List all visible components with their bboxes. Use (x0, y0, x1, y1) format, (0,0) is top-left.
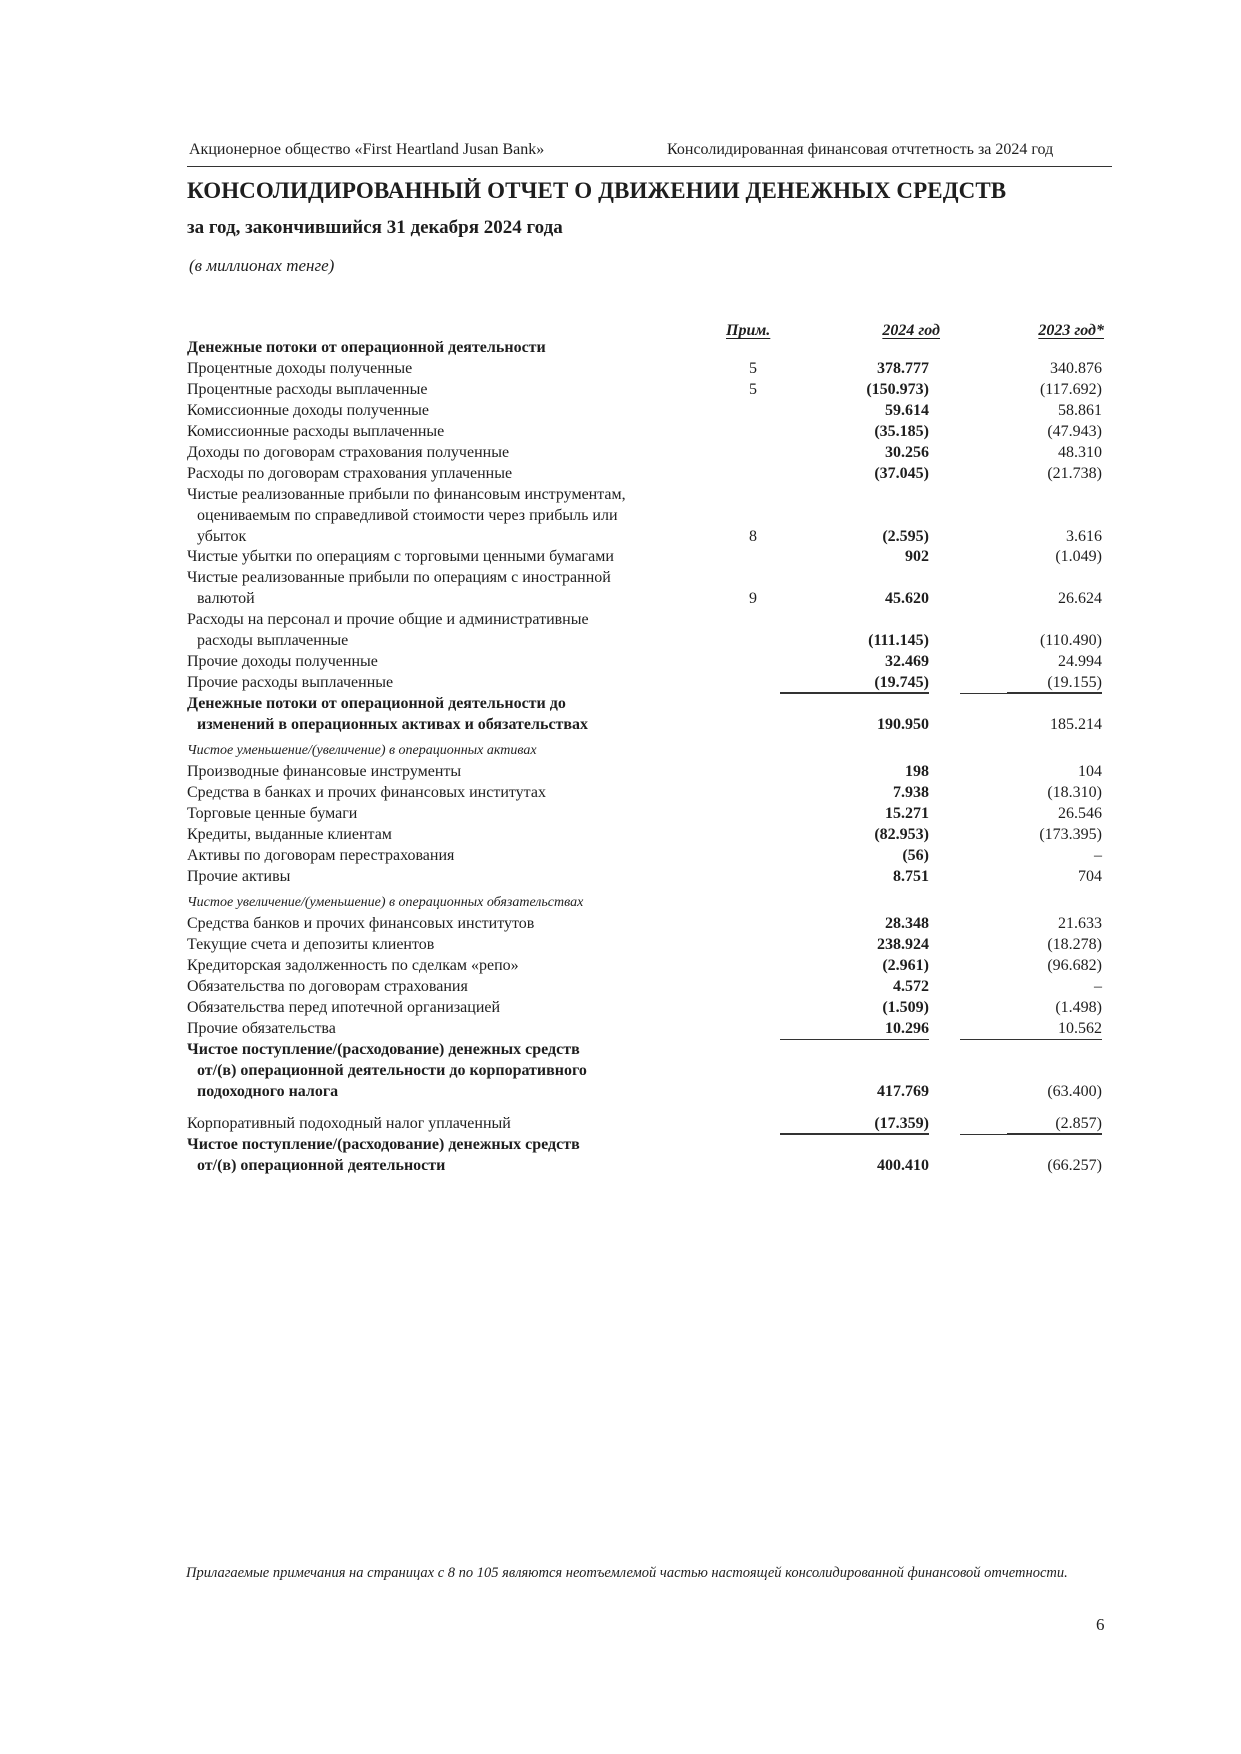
total-rule (1007, 1133, 1102, 1134)
value-2023: (18.278) (1047, 936, 1102, 953)
table-row (0, 761, 1241, 782)
row-label: Обязательства по договорам страхования (187, 978, 468, 995)
value-2023: (19.155) (960, 672, 1102, 694)
row-label: Обязательства перед ипотечной организацией (187, 999, 501, 1016)
value-2024: 400.410 (877, 1157, 929, 1174)
row-label: от/(в) операционной деятельности до корпоративного (197, 1062, 587, 1079)
table-row (0, 505, 1241, 526)
value-2023: (2.857) (960, 1113, 1102, 1135)
row-label: Прочие расходы выплаченные (187, 674, 394, 691)
table-row (0, 955, 1241, 976)
total-rule (780, 692, 929, 693)
value-2023: 26.624 (1058, 590, 1102, 607)
value-2024: 4.572 (893, 978, 929, 995)
table-row (0, 421, 1241, 442)
row-label: Чистые реализованные прибыли по операциям с иностранной (187, 569, 611, 586)
row-label: Доходы по договорам страхования полученные (187, 444, 510, 461)
value-2024: 198 (905, 763, 929, 780)
value-2024: (19.745) (780, 672, 929, 694)
value-2023: – (1094, 978, 1102, 995)
table-row (0, 913, 1241, 934)
row-label: Средства банков и прочих финансовых институтов (187, 915, 535, 932)
value-2023: 104 (1078, 763, 1102, 780)
value-2023: 340.876 (1050, 360, 1102, 377)
value-2023: (21.738) (1047, 465, 1102, 482)
value-2023: (96.682) (1047, 957, 1102, 974)
table-row (0, 845, 1241, 866)
row-label: Средства в банках и прочих финансовых институтах (187, 784, 546, 801)
row-note: 5 (749, 360, 757, 377)
table-row (0, 1155, 1241, 1176)
row-label: Расходы на персонал и прочие общие и административные (187, 611, 589, 628)
table-row (0, 782, 1241, 803)
table-row (0, 651, 1241, 672)
row-note: 9 (749, 590, 757, 607)
row-label: Комиссионные расходы выплаченные (187, 423, 445, 440)
row-label: Чистые убытки по операциям с торговыми ценными бумагами (187, 548, 614, 565)
report-name: Консолидированная финансовая отчтетность за 2024 год (667, 141, 1054, 158)
row-label: Текущие счета и депозиты клиентов (187, 936, 435, 953)
table-row (0, 934, 1241, 955)
column-header-2023: 2023 год* (1038, 322, 1104, 339)
table-row (0, 337, 1241, 358)
table-row (0, 1081, 1241, 1102)
value-2024: 417.769 (877, 1083, 929, 1100)
row-label: расходы выплаченные (197, 632, 349, 649)
value-2023: (47.943) (1047, 423, 1102, 440)
table-row (0, 526, 1241, 547)
table-row (0, 866, 1241, 887)
value-2023: 21.633 (1058, 915, 1102, 932)
table-row (0, 400, 1241, 421)
page-number: 6 (1096, 1615, 1105, 1634)
value-2023: (1.049) (1055, 548, 1102, 565)
row-label: изменений в операционных активах и обязательствах (197, 716, 589, 733)
value-2023: 3.616 (1066, 528, 1102, 545)
value-2024: (17.359) (780, 1113, 929, 1135)
table-row (0, 892, 1241, 913)
value-2024: (37.045) (874, 465, 929, 482)
value-2023: (18.310) (1047, 784, 1102, 801)
page-subtitle: за год, закончившийся 31 декабря 2024 года (187, 217, 563, 238)
row-note: 8 (749, 528, 757, 545)
row-label: Кредиторская задолженность по сделкам «репо» (187, 957, 519, 974)
value-2024: (82.953) (874, 826, 929, 843)
value-2023: (1.498) (1055, 999, 1102, 1016)
row-label: Чистое уменьшение/(увеличение) в операционных активах (187, 743, 537, 758)
value-2024: 238.924 (877, 936, 929, 953)
value-2024: 28.348 (885, 915, 929, 932)
value-2023: 48.310 (1058, 444, 1102, 461)
total-rule (1007, 692, 1102, 693)
value-2024: 190.950 (877, 716, 929, 733)
table-row (0, 824, 1241, 845)
row-label: Активы по договорам перестрахования (187, 847, 455, 864)
row-label: Процентные расходы выплаченные (187, 381, 428, 398)
value-2023: (110.490) (1039, 632, 1102, 649)
table-row (0, 484, 1241, 505)
table-row (0, 1018, 1241, 1039)
value-2024: 902 (905, 548, 929, 565)
table-row (0, 442, 1241, 463)
table-row (0, 379, 1241, 400)
table-row (0, 1039, 1241, 1060)
table-row (0, 630, 1241, 651)
column-header-note: Прим. (726, 322, 771, 339)
row-label: Денежные потоки от операционной деятельности (187, 339, 546, 356)
row-label: от/(в) операционной деятельности (197, 1157, 446, 1174)
table-row (0, 358, 1241, 379)
value-2024: 378.777 (877, 360, 929, 377)
row-label: подоходного налога (197, 1083, 339, 1100)
row-label: Процентные доходы полученные (187, 360, 413, 377)
company-name: Акционерное общество «First Heartland Jusan Bank» (189, 141, 545, 158)
row-label: Чистые реализованные прибыли по финансовым инструментам, (187, 486, 626, 503)
table-row (0, 693, 1241, 714)
row-label: Торговые ценные бумаги (187, 805, 358, 822)
units-label: (в миллионах тенге) (189, 256, 335, 275)
value-2023: 24.994 (1058, 653, 1102, 670)
table-row (0, 803, 1241, 824)
row-label: Комиссионные доходы полученные (187, 402, 430, 419)
table-row (0, 1060, 1241, 1081)
table-row (0, 567, 1241, 588)
table-row (0, 546, 1241, 567)
value-2023: (66.257) (1047, 1157, 1102, 1174)
value-2024: (150.973) (866, 381, 929, 398)
value-2024: 7.938 (893, 784, 929, 801)
row-label: Чистое увеличение/(уменьшение) в операционных обязательствах (187, 895, 584, 910)
row-label: Корпоративный подоходный налог уплаченный (187, 1115, 511, 1132)
table-row (0, 609, 1241, 630)
value-2023: – (1094, 847, 1102, 864)
row-label: валютой (197, 590, 255, 607)
value-2024: 45.620 (885, 590, 929, 607)
value-2024: 10.296 (780, 1018, 929, 1040)
footnote: Прилагаемые примечания на страницах с 8 по 105 являются неотъемлемой частью настоящей консолидированной финансовой отчетности. (186, 1565, 1068, 1581)
table-row (0, 997, 1241, 1018)
row-label: Денежные потоки от операционной деятельности до (187, 695, 566, 712)
value-2023: 704 (1078, 868, 1102, 885)
row-label: Чистое поступление/(расходование) денежных средств (187, 1136, 580, 1153)
value-2024: (2.595) (882, 528, 929, 545)
total-rule (780, 1133, 929, 1134)
value-2023: (173.395) (1039, 826, 1102, 843)
row-label: Расходы по договорам страхования уплаченные (187, 465, 513, 482)
row-label: Кредиты, выданные клиентам (187, 826, 392, 843)
header-divider (187, 166, 1112, 167)
value-2023: (63.400) (1047, 1083, 1102, 1100)
value-2023: 10.562 (960, 1018, 1102, 1040)
row-label: Прочие активы (187, 868, 291, 885)
value-2023: 58.861 (1058, 402, 1102, 419)
row-label: Прочие обязательства (187, 1020, 336, 1037)
table-row (0, 672, 1241, 693)
column-header-2024: 2024 год (882, 322, 940, 339)
table-row (0, 1134, 1241, 1155)
table-row (0, 740, 1241, 761)
row-label: оцениваемым по справедливой стоимости через прибыль или (197, 507, 618, 524)
table-row (0, 714, 1241, 735)
value-2024: (2.961) (882, 957, 929, 974)
value-2024: 30.256 (885, 444, 929, 461)
table-row (0, 588, 1241, 609)
value-2023: (117.692) (1039, 381, 1102, 398)
table-row (0, 463, 1241, 484)
value-2024: (1.509) (882, 999, 929, 1016)
row-label: убыток (197, 528, 247, 545)
value-2024: (111.145) (868, 632, 929, 649)
value-2024: 8.751 (893, 868, 929, 885)
value-2024: 59.614 (885, 402, 929, 419)
value-2024: 32.469 (885, 653, 929, 670)
page-title: КОНСОЛИДИРОВАННЫЙ ОТЧЕТ О ДВИЖЕНИИ ДЕНЕЖНЫХ СРЕДСТВ (187, 178, 1007, 203)
value-2024: (56) (902, 847, 929, 864)
value-2024: (35.185) (874, 423, 929, 440)
row-label: Производные финансовые инструменты (187, 763, 462, 780)
row-label: Прочие доходы полученные (187, 653, 378, 670)
table-row (0, 976, 1241, 997)
row-note: 5 (749, 381, 757, 398)
table-row (0, 1113, 1241, 1134)
value-2023: 185.214 (1050, 716, 1102, 733)
value-2024: 15.271 (885, 805, 929, 822)
value-2023: 26.546 (1058, 805, 1102, 822)
row-label: Чистое поступление/(расходование) денежных средств (187, 1041, 580, 1058)
